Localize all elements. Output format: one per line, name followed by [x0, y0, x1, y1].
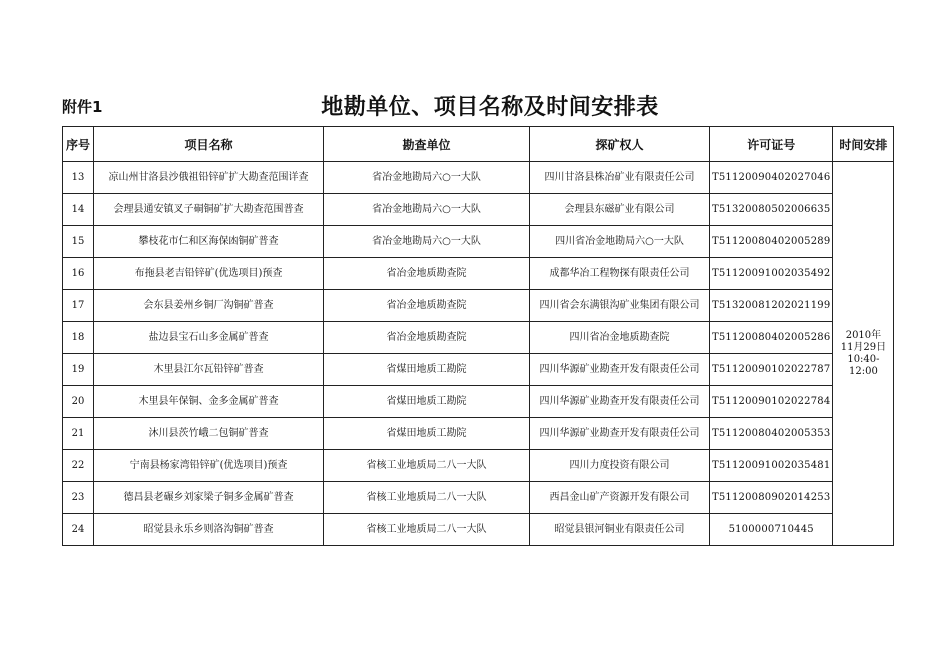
row-license: T51120080402005286 — [710, 322, 833, 354]
col-header-license: 许可证号 — [710, 127, 833, 162]
table-row — [63, 482, 894, 514]
row-holder: 昭觉县银河铜业有限责任公司 — [530, 514, 710, 546]
row-unit: 省煤田地质工勘院 — [324, 354, 530, 386]
table-row — [63, 194, 894, 226]
row-no: 18 — [63, 322, 94, 354]
row-license: 5100000710445 — [710, 514, 833, 546]
row-project: 攀枝花市仁和区海保凼铜矿普查 — [94, 226, 324, 258]
row-project: 木里县年保铜、金多金属矿普查 — [94, 386, 324, 418]
row-license: T51320080502006635 — [710, 194, 833, 226]
row-holder: 四川华源矿业勘查开发有限责任公司 — [530, 354, 710, 386]
row-no: 14 — [63, 194, 94, 226]
row-project: 会理县通安镇叉子硐铜矿扩大勘查范围普查 — [94, 194, 324, 226]
row-unit: 省冶金地质勘查院 — [324, 258, 530, 290]
row-no: 15 — [63, 226, 94, 258]
attachment-label: 附件1 — [62, 98, 103, 116]
row-unit: 省煤田地质工勘院 — [324, 386, 530, 418]
col-header-no: 序号 — [63, 127, 94, 162]
table-row — [63, 322, 894, 354]
row-license: T51120090102022787 — [710, 354, 833, 386]
row-license: T51120080402005353 — [710, 418, 833, 450]
row-no: 13 — [63, 162, 94, 194]
row-no: 21 — [63, 418, 94, 450]
row-holder: 四川省冶金地质勘查院 — [530, 322, 710, 354]
row-license: T51120091002035481 — [710, 450, 833, 482]
table-row — [63, 450, 894, 482]
row-license: T51120080902014253 — [710, 482, 833, 514]
row-project: 盐边县宝石山多金属矿普查 — [94, 322, 324, 354]
table-row — [63, 290, 894, 322]
row-no: 19 — [63, 354, 94, 386]
page-title: 地勘单位、项目名称及时间安排表 — [321, 95, 659, 120]
row-license: T51120090102022784 — [710, 386, 833, 418]
row-no: 16 — [63, 258, 94, 290]
row-project: 沐川县茨竹峨二包铜矿普查 — [94, 418, 324, 450]
row-holder: 四川省冶金地勘局六○一大队 — [530, 226, 710, 258]
row-unit: 省核工业地质局二八一大队 — [324, 514, 530, 546]
row-holder: 西昌金山矿产资源开发有限公司 — [530, 482, 710, 514]
col-header-project: 项目名称 — [94, 127, 324, 162]
row-holder: 会理县东磁矿业有限公司 — [530, 194, 710, 226]
table-row — [63, 258, 894, 290]
schedule-time: 10:40-12:00 — [847, 353, 880, 377]
row-unit: 省冶金地勘局六○一大队 — [324, 226, 530, 258]
row-unit: 省煤田地质工勘院 — [324, 418, 530, 450]
row-holder: 四川甘洛县株冶矿业有限责任公司 — [530, 162, 710, 194]
schedule-year: 2010年 — [845, 329, 882, 341]
row-license: T51120080402005289 — [710, 226, 833, 258]
table-row — [63, 162, 894, 194]
row-no: 24 — [63, 514, 94, 546]
row-project: 德昌县老碾乡刘家梁子铜多金属矿普查 — [94, 482, 324, 514]
row-project: 会东县姜州乡铜厂沟铜矿普查 — [94, 290, 324, 322]
schedule-table — [62, 126, 894, 546]
row-holder: 成都华冶工程物探有限责任公司 — [530, 258, 710, 290]
row-unit: 省冶金地勘局六○一大队 — [324, 162, 530, 194]
row-license: T51120090402027046 — [710, 162, 833, 194]
table-row — [63, 386, 894, 418]
row-holder: 四川省会东满银沟矿业集团有限公司 — [530, 290, 710, 322]
row-unit: 省核工业地质局二八一大队 — [324, 450, 530, 482]
row-no: 20 — [63, 386, 94, 418]
table-row — [63, 354, 894, 386]
table-row — [63, 226, 894, 258]
header-row — [63, 127, 894, 162]
row-project: 木里县江尔瓦铅锌矿普查 — [94, 354, 324, 386]
row-unit: 省冶金地质勘查院 — [324, 322, 530, 354]
row-project: 昭觉县永乐乡则洛沟铜矿普查 — [94, 514, 324, 546]
row-holder: 四川华源矿业勘查开发有限责任公司 — [530, 418, 710, 450]
schedule-date: 11月29日 — [840, 341, 887, 353]
row-license: T51120091002035492 — [710, 258, 833, 290]
row-no: 23 — [63, 482, 94, 514]
row-holder: 四川华源矿业勘查开发有限责任公司 — [530, 386, 710, 418]
row-project: 布拖县老吉铅锌矿(优选项目)预查 — [94, 258, 324, 290]
row-license: T51320081202021199 — [710, 290, 833, 322]
row-unit: 省冶金地勘局六○一大队 — [324, 194, 530, 226]
row-project: 凉山州甘洛县沙俄祖铅锌矿扩大勘查范围详查 — [94, 162, 324, 194]
table-row — [63, 418, 894, 450]
col-header-unit: 勘查单位 — [324, 127, 530, 162]
row-project: 宁南县杨家湾铅锌矿(优选项目)预查 — [94, 450, 324, 482]
col-header-holder: 探矿权人 — [530, 127, 710, 162]
schedule-cell — [833, 162, 894, 546]
row-unit: 省冶金地质勘查院 — [324, 290, 530, 322]
col-header-schedule: 时间安排 — [833, 127, 894, 162]
row-holder: 四川力度投资有限公司 — [530, 450, 710, 482]
row-no: 17 — [63, 290, 94, 322]
row-unit: 省核工业地质局二八一大队 — [324, 482, 530, 514]
table-row — [63, 514, 894, 546]
row-no: 22 — [63, 450, 94, 482]
